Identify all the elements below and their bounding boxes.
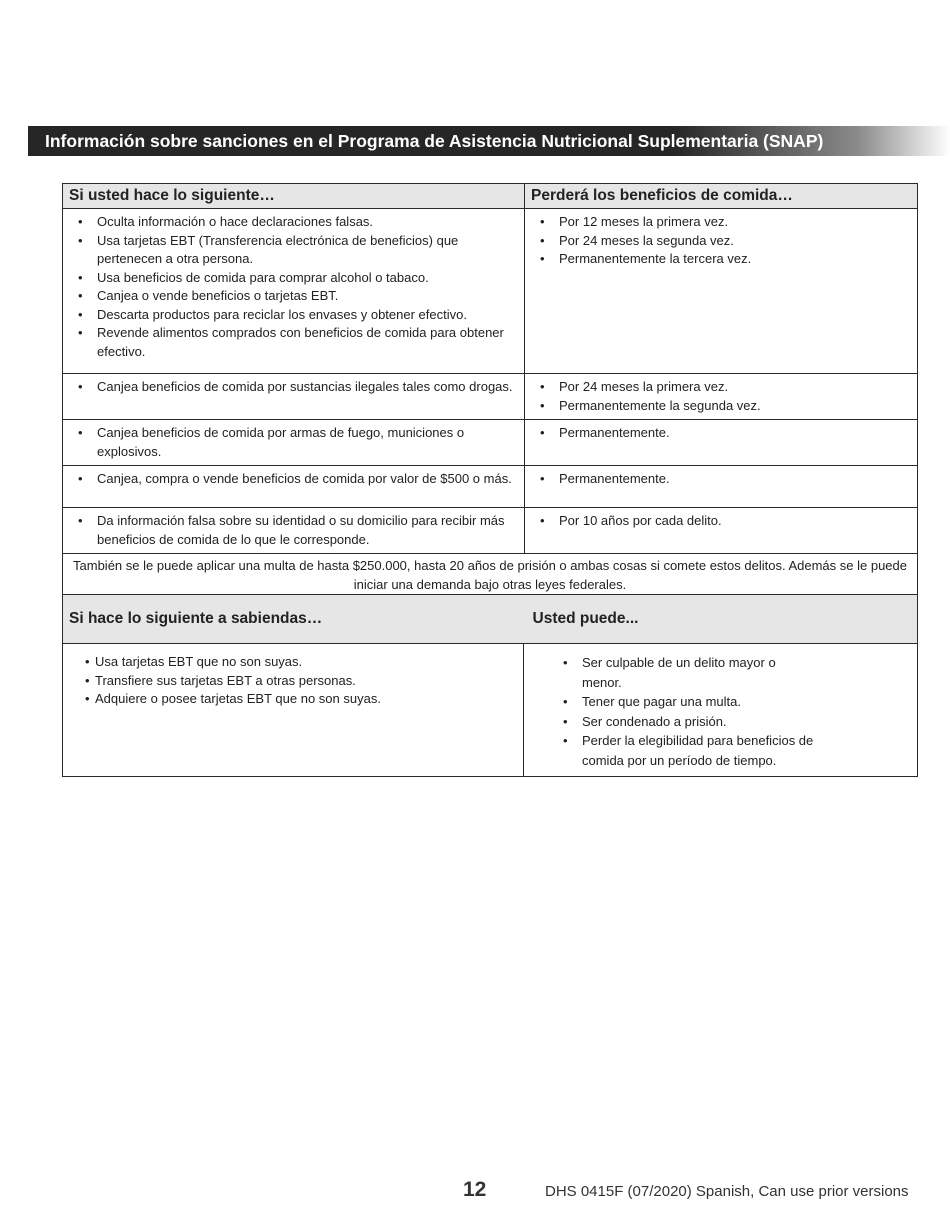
- list-item: • Usa tarjetas EBT que no son suyas.: [83, 653, 513, 672]
- list-item: • Transfiere sus tarjetas EBT a otras personas.: [83, 672, 513, 691]
- table-row: [63, 209, 918, 374]
- actions-cell: [63, 209, 525, 374]
- list-item: • Por 24 meses la segunda vez.: [535, 232, 909, 251]
- knowingly-actions-header: Si hace lo siguiente a sabiendas…: [63, 595, 524, 644]
- page-number: 12: [463, 1178, 487, 1201]
- penalties-table: [62, 183, 918, 597]
- list-item: • Permanentemente.: [535, 424, 909, 443]
- actions-cell: [63, 508, 525, 554]
- list-item: • Por 12 meses la primera vez.: [535, 213, 909, 232]
- actions-header: Si usted hace lo siguiente…: [63, 184, 525, 209]
- list-item: • Permanentemente.: [535, 470, 909, 489]
- penalties-cell: [525, 420, 918, 466]
- list-item: • Da información falsa sobre su identidad o su domicilio para recibir más beneficios de comida de lo que le corresponde.: [73, 512, 516, 549]
- list-item: • Adquiere o posee tarjetas EBT que no son suyas.: [83, 690, 513, 709]
- table-row: [63, 420, 918, 466]
- list-item: • Ser condenado a prisión.: [562, 712, 817, 732]
- knowingly-actions-cell: [63, 644, 524, 777]
- list-item: • Canjea o vende beneficios o tarjetas EBT.: [73, 287, 516, 306]
- table-row: [63, 466, 918, 508]
- penalties-header: Perderá los beneficios de comida…: [525, 184, 918, 209]
- penalties-cell: [525, 374, 918, 420]
- list-item: • Descarta productos para reciclar los envases y obtener efectivo.: [73, 306, 516, 325]
- actions-cell: [63, 420, 525, 466]
- list-item: • Canjea beneficios de comida por armas de fuego, municiones o explosivos.: [73, 424, 516, 461]
- consequences-cell: [524, 644, 918, 777]
- list-item: • Permanentemente la tercera vez.: [535, 250, 909, 269]
- list-item: • Ser culpable de un delito mayor o menor.: [562, 653, 817, 692]
- consequences-header: Usted puede...: [524, 595, 918, 644]
- table-row: [63, 554, 918, 597]
- penalty-note: También se le puede aplicar una multa de hasta $250.000, hasta 20 años de prisión o ambas cosas si comete estos delitos. Además se le puede iniciar una demanda bajo otras leyes federales.: [63, 554, 918, 597]
- table-row: [63, 644, 918, 777]
- list-item: • Perder la elegibilidad para beneficios de comida por un período de tiempo.: [562, 731, 817, 770]
- penalties-cell: [525, 508, 918, 554]
- penalties-cell: [525, 466, 918, 508]
- list-item: • Canjea beneficios de comida por sustancias ilegales tales como drogas.: [73, 378, 516, 397]
- list-item: • Oculta información o hace declaraciones falsas.: [73, 213, 516, 232]
- section-banner: [28, 126, 950, 156]
- table-row: [63, 508, 918, 554]
- list-item: • Revende alimentos comprados con beneficios de comida para obtener efectivo.: [73, 324, 516, 361]
- list-item: • Usa beneficios de comida para comprar alcohol o tabaco.: [73, 269, 516, 288]
- banner-title: Información sobre sanciones en el Programa de Asistencia Nutricional Suplementaria (SNAP): [45, 131, 824, 151]
- list-item: • Canjea, compra o vende beneficios de comida por valor de $500 o más.: [73, 470, 516, 489]
- list-item: • Por 10 años por cada delito.: [535, 512, 909, 531]
- knowingly-table: [62, 594, 918, 777]
- form-identifier: DHS 0415F (07/2020) Spanish, Can use prior versions: [545, 1183, 909, 1200]
- list-item: • Tener que pagar una multa.: [562, 692, 817, 712]
- list-item: • Permanentemente la segunda vez.: [535, 397, 909, 416]
- list-item: • Usa tarjetas EBT (Transferencia electrónica de beneficios) que pertenecen a otra persona.: [73, 232, 516, 269]
- table-row: [63, 374, 918, 420]
- actions-cell: [63, 374, 525, 420]
- penalties-cell: [525, 209, 918, 374]
- list-item: • Por 24 meses la primera vez.: [535, 378, 909, 397]
- actions-cell: [63, 466, 525, 508]
